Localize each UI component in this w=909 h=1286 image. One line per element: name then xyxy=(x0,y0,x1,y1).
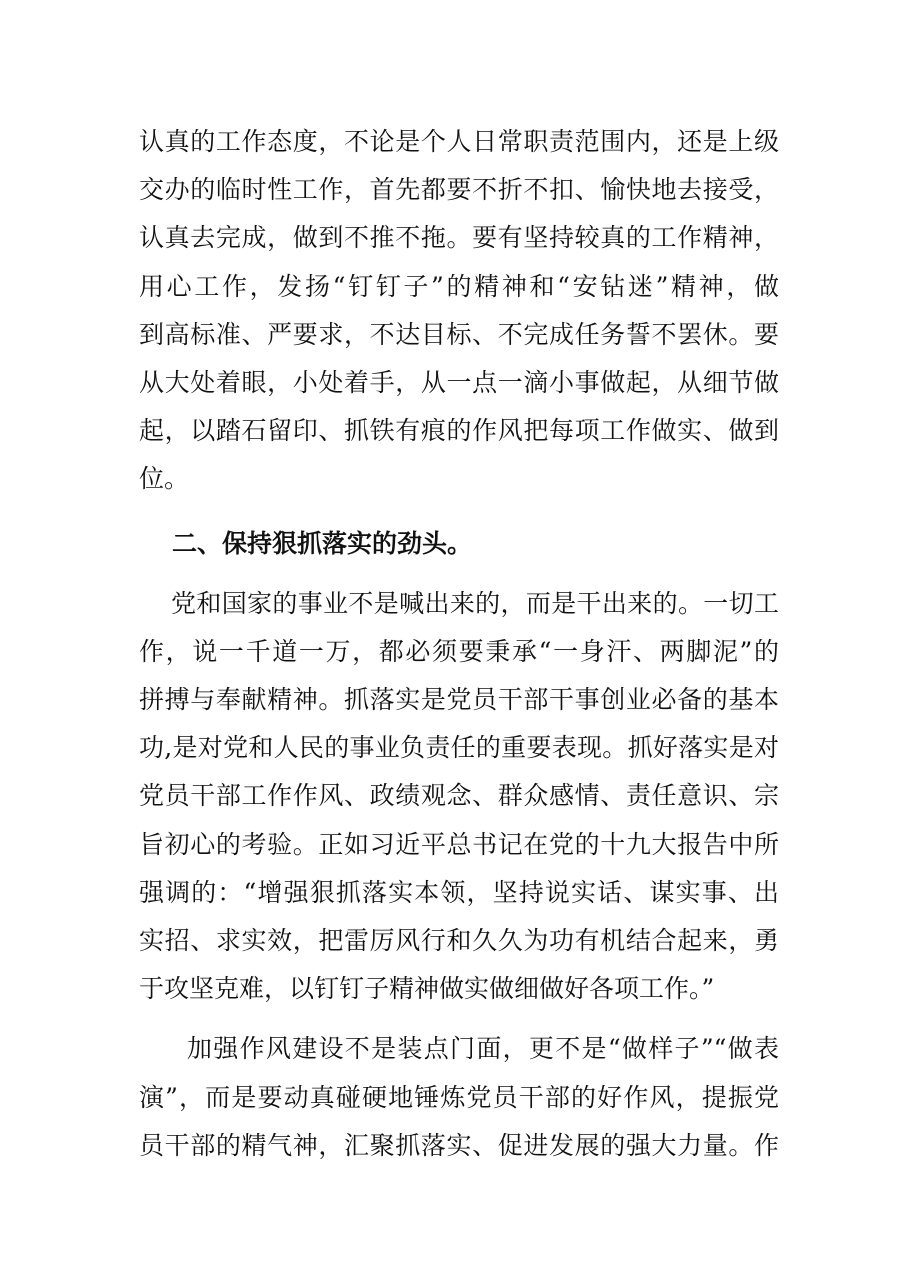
text-line: 拼搏与奉献精神。抓落实是党员干部干事创业必备的基本 xyxy=(139,685,779,715)
text-line: 从大处着眼，小处着手，从一点一滴小事做起，从细节做 xyxy=(139,367,779,397)
text-line: 交办的临时性工作，首先都要不折不扣、愉快地去接受， xyxy=(139,175,779,205)
text-line: 于攻坚克难，以钉钉子精神做实做细做好各项工作。” xyxy=(139,974,715,1004)
text-line: 员干部的精气神，汇聚抓落实、促进发展的强大力量。作 xyxy=(139,1130,779,1160)
paragraph-1 xyxy=(139,118,779,504)
text-line: 认真的工作态度，不论是个人日常职责范围内，还是上级 xyxy=(139,127,779,156)
document-body xyxy=(139,118,779,1170)
text-line: 演”，而是要动真碰硬地锤炼党员干部的好作风，提振党 xyxy=(139,1082,779,1112)
text-line: 位。 xyxy=(139,464,190,494)
text-line: 强调的：“增强狠抓落实本领，坚持说实话、谋实事、出 xyxy=(139,877,779,907)
text-line: 旨初心的考验。正如习近平总书记在党的十九大报告中所 xyxy=(139,829,779,859)
text-line: 加强作风建设不是装点门面，更不是“做样子”“做表 xyxy=(187,1034,779,1064)
text-line: 到高标准、严要求，不达目标、不完成任务誓不罢休。要 xyxy=(139,319,779,349)
section-heading: 二、保持狠抓落实的劲头。 xyxy=(172,528,473,558)
paragraph-2 xyxy=(139,580,779,1014)
text-line: 实招、求实效，把雷厉风行和久久为功有机结合起来，勇 xyxy=(139,926,779,955)
paragraph-3 xyxy=(139,1025,779,1170)
text-line: 党和国家的事业不是喊出来的，而是干出来的。一切工 xyxy=(171,588,779,618)
text-line: 党员干部工作作风、政绩观念、群众感情、责任意识、宗 xyxy=(139,781,779,811)
text-line: 认真去完成，做到不推不拖。要有坚持较真的工作精神， xyxy=(139,223,779,253)
text-line: 作，说一千道一万，都必须要秉承“一身汗、两脚泥”的 xyxy=(139,636,779,666)
text-line: 用心工作，发扬“钉钉子”的精神和“安钻迷”精神，做 xyxy=(139,271,779,301)
text-line: 起，以踏石留印、抓铁有痕的作风把每项工作做实、做到 xyxy=(139,416,779,446)
paragraph-gap xyxy=(139,1013,779,1025)
text-line: 功,是对党和人民的事业负责任的重要表现。抓好落实是对 xyxy=(139,733,779,763)
